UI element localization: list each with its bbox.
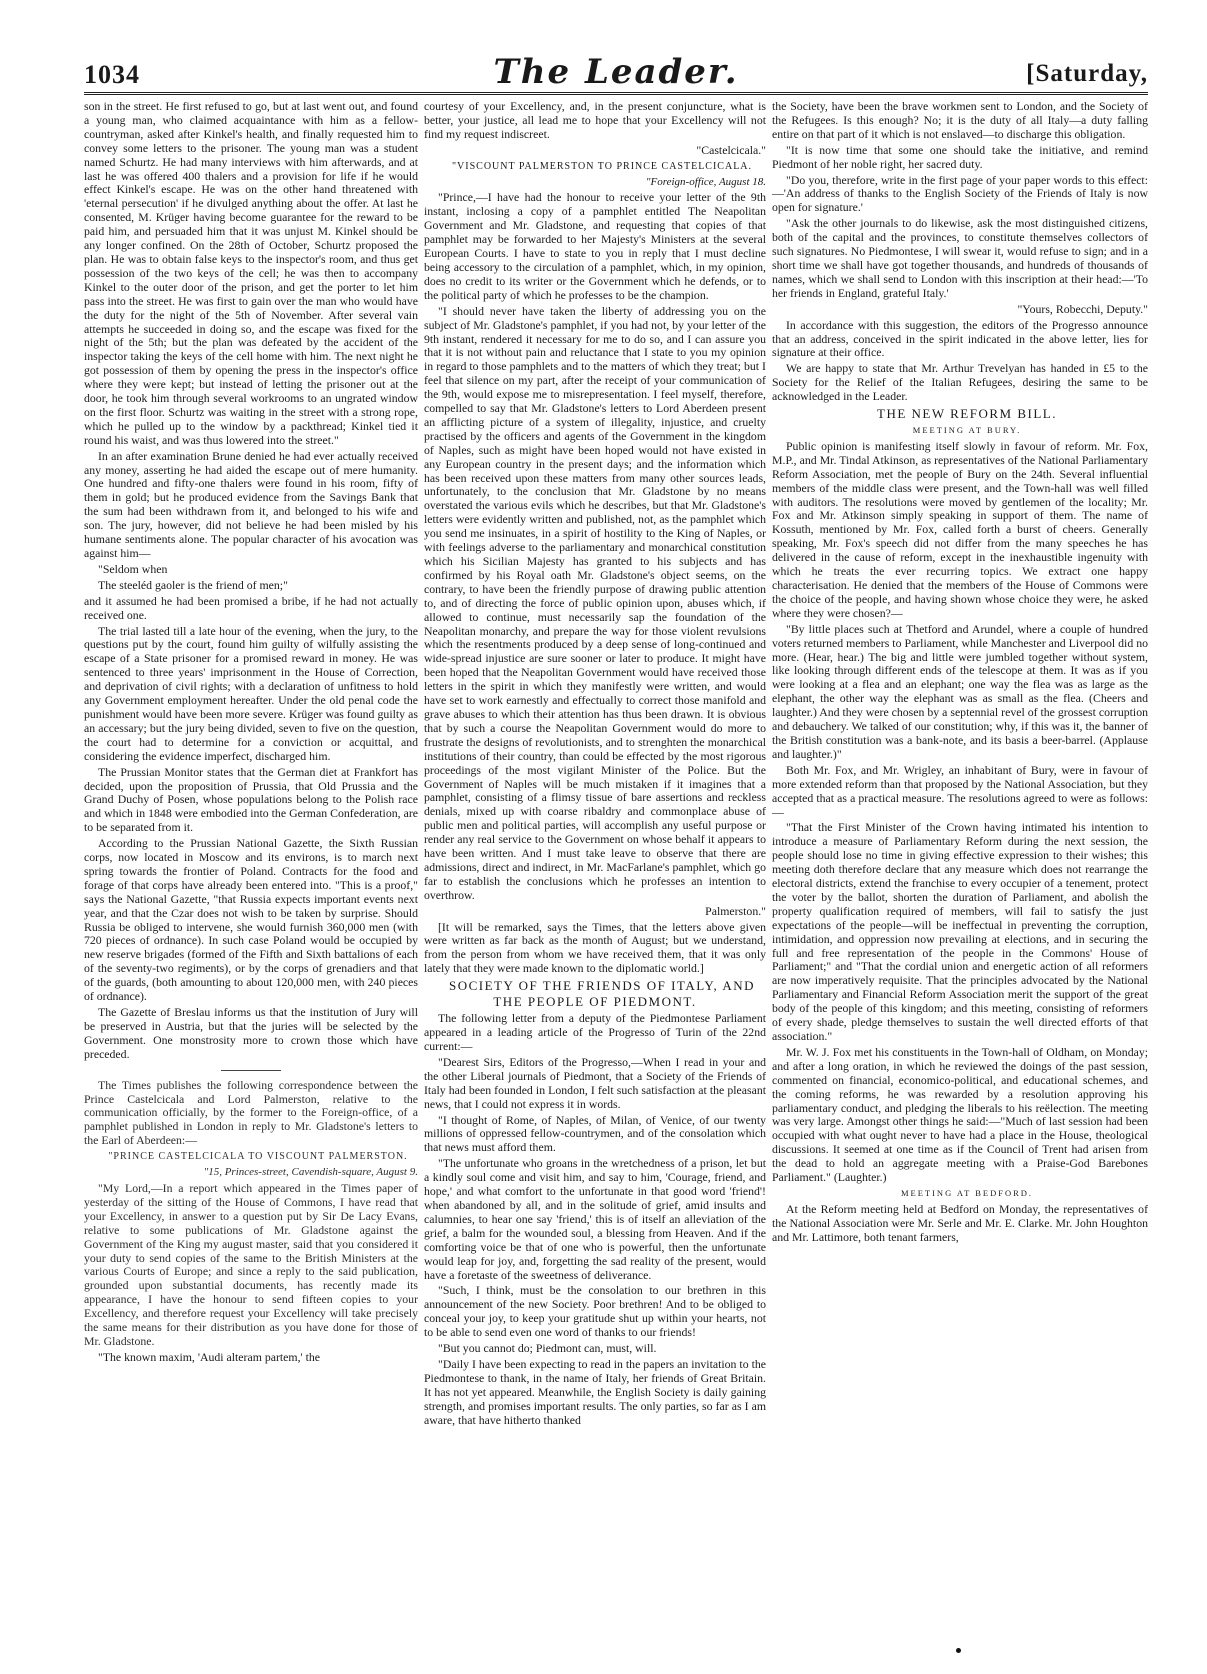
letter-dateline-palmerston: "Foreign-office, August 18. <box>645 175 766 188</box>
section-divider <box>221 1070 281 1071</box>
page-number: 1034 <box>84 60 140 89</box>
wrigley-paragraph: Both Mr. Fox, and Mr. Wrigley, an inhabitant of Bury, were in favour of more extended reform than that proposed by the National Association, but they accepted that as a practical measure. The resolutions agreed to were as follows:— <box>772 762 1148 819</box>
palmerston-letter-body: "I should never have taken the liberty of addressing you on the subject of Mr. Gladstone's pamphlet, if you had not, by your letter of the 9th instant, rendered it necessary for me to do so, and I can assure you that it is not without pain and reluctance that I state to you my opinion in regard to those pamphlets and to the matters of which they treat; but I feel that silence on my part, after the receipt of your communication of the 9th, would expose me to misrepresentation. I feel myself, therefore, compelled to say that Mr. Gladstone's letters to Lord Aberdeen present an afflicting picture of a system of illegality, injustice, and cruelty practised by the officers and agents of the Government in the kingdom of Naples, such as might have been hoped would not have existed in any European country in the present days; and the information which has been received upon these matters from many other sources leads, unfortunately, to the conclusion that Mr. Gladstone by no means overstated the various evils which he describes, but that Mr. Gladstone's letters were evidently written and published, not, as the pamphlet which you send me insinuates, in a spirit of hostility to the King of Naples, or with feelings adverse to the parliamentary and monarchical constitution which his Sicilian Majesty has granted to his subjects and has confirmed by his Royal oath Mr. Gladstone's object seems, on the contrary, to have been the friendly purpose of drawing public attention to, and of directing the force of public opinion upon, abuses which, if allowed to continue, must necessarily sap the foundation of the Neapolitan monarchy, and prepare the way for those violent revulsions which the resentments produced by a deep sense of long-continued and wide-spread injustice are sure sooner or later to produce. It might have been hoped that the Neapolitan Government would have received those letters in the spirit in which they manifestly were written, and would have set to work earnestly and effectually to correct those manifold and grave abuses to which their attention has thus been drawn. It is obvious that by such a course the Neapolitan Government would do more to frustrate the designs of revolutionists, and to strenghten the monarchical institutions of their country, than could be effected by the most rigorous proceedings of the most vigilant Minister of the Police. But the Government of Naples will be much mistaken if it imagines that a pamphlet, consisting of a flimsy tissue of bare assertions and reckless denials, mixed up with coarse ribaldry and commonplace abuse of public men and political parties, will accomplish any useful purpose or render any real service to the Government on whose behalf it appears to have been written. And I must take leave to observe that there are admissions, direct and indirect, in Mr. MacFarlane's pamphlet, which go far to establish the conclusions which he professes an intention to overthrow. <box>424 303 766 902</box>
piedmont-intro-paragraph: The following letter from a deputy of the Piedmontese Parliament appeared in a leading article of the Progresso of Turin of the 22nd current:— <box>424 1011 766 1053</box>
progresso-letter-society: the Society, have been the brave workmen sent to London, and the Society of the Refugees. Is this enough? No; it is the duty of all Italy—a duty falling entire on that part of it which is not enslaved—to discharge this obligation. <box>772 100 1148 141</box>
header-rule <box>84 92 1148 95</box>
castelcicala-letter-close: courtesy of your Excellency, and, in the present conjuncture, what is better, your justice, all lead me to hope that your Excellency will not find my request indiscreet. <box>424 100 766 141</box>
verse-line-1: "Seldom when <box>98 561 168 576</box>
progresso-letter-prison: "The unfortunate who groans in the wretchedness of a prison, let but a kindly soul come and visit him, and say to him, 'Courage, friend, and hope,' and what comfort to the unfortunate in that good word 'friend'! when abandoned by all, and in the solitude of grief, amid insults and calumnies, to hear one say 'friend,' this is of itself an alleviation of the grief, a balm for the wounded soul, a blessing from Heaven. And if the comforting voice be that of one who is powerful, then the unfortunate would leap for joy, and, forgetting the sad reality of the present, would have a foretaste of the sweetness of deliverance. <box>424 1156 766 1282</box>
signature-palmerston: Palmerston." <box>705 903 766 918</box>
progresso-letter-rome: "I thought of Rome, of Naples, of Milan, of Venice, of our twenty millions of oppressed fellow-countrymen, and of the consolation which that news must afford them. <box>424 1112 766 1155</box>
bedford-paragraph: At the Reform meeting held at Bedford on Monday, the representatives of the National Association were Mr. Serle and Mr. E. Clarke. Mr. John Houghton and Mr. Lattimore, both tenant farmers, <box>772 1201 1148 1244</box>
castelcicala-letter-body: "My Lord,—In a report which appeared in the Times paper of yesterday of the sitting of the House of Commons, I have read that your Excellency, in answer to a question put by Sir De Lacy Evans, relative to some publications of Mr. Gladstone against the Government of the King my august master, said that you considered it your duty to send copies of the same to the British Ministers at the various Courts of Europe; and since a reply to the said publication, grounded upon substantial documents, has recently made its appearance, I have the honour to send fifteen copies to your Excellency, and therefore request your Excellency will take precisely the same means for their distribution as you have done for those of Mr. Gladstone. <box>84 1180 418 1348</box>
progresso-letter-initiative: "It is now time that some one should take the initiative, and remind Piedmont of her noble right, her sacred duty. <box>772 142 1148 171</box>
bury-meeting-paragraph: Public opinion is manifesting itself slowly in favour of reform. Mr. Fox, M.P., and Mr. Tindal Atkinson, as representatives of the National Parliamentary Reform Association, met the people of Bury on the 24th. Several influential members of the middle class were present, and the Town-hall was well filled with auditors. The resolutions were moved by gentlemen of the locality; Mr. Fox and Mr. Atkinson simply speaking in support of them. The name of Kossuth, mentioned by Mr. Fox, called forth a burst of cheers. Generally speaking, Mr. Fox's speech did not differ from the many speeches he has delivered in the cause of reform, except in the inexhaustible ingenuity with which he treats the ever recurring topics. We extract one happy characterisation. He denied that the members of the House of Commons were the choice of the people, and having shown whose choice they were, he asked where they were chosen?— <box>772 438 1148 620</box>
issue-day: [Saturday, <box>1026 60 1148 87</box>
subheading-bedford: MEETING AT BEDFORD. <box>900 1187 1034 1198</box>
breslau-gazette-paragraph: The Gazette of Breslau informs us that the institution of Jury will be preserved in Austria, but that the juries will be selected by the Government. One monstrosity more to crown those which have preceded. <box>84 1005 418 1061</box>
page-header <box>84 52 1148 92</box>
progresso-letter-address: "Do you, therefore, write in the first page of your paper words to this effect:—'An address of thanks to the English Society of the Friends of Italy is now open for signature.' <box>772 172 1148 215</box>
castelcicala-letter-continuation: "The known maxim, 'Audi alteram partem,' the <box>98 1349 321 1364</box>
oldham-paragraph: Mr. W. J. Fox met his constituents in the Town-hall of Oldham, on Monday; and after a long oration, in which he reviewed the doings of the past session, commented on financial, economico-political, and educational schemes, and the coming reforms, he was rewarded by a resolution approving his parliamentary conduct, and pledging the liberals to his reëlection. The meeting was very large. Amongst other things he said:—"Much of last session had been occupied with what ought never to have had a place in the House, theological discussions. It seemed at one time as if the Council of Trent had arisen from the dead to hold an aggregate meeting with a Praise-God Barebones Parliament." (Laughter.) <box>772 1044 1148 1185</box>
progresso-letter-piedmont: "But you cannot do; Piedmont can, must, will. <box>438 1341 657 1356</box>
column-left <box>84 100 418 1660</box>
progresso-editors-paragraph: In accordance with this suggestion, the editors of the Progresso announce that an address, conceived in the spirit indicated in the above letter, lies for signature at their office. <box>772 317 1148 360</box>
times-correspondence-intro: The Times publishes the following correspondence between the Prince Castelcicala and Lord Palmerston, relative to the communication officially, by the former to the Foreign-office, of a pamphlet published in London in reply to Mr. Gladstone's letters to the Earl of Aberdeen:— <box>84 1077 418 1148</box>
subheading-bury: MEETING AT BURY. <box>912 425 1022 436</box>
verse-line-2: The steeléd gaoler is the friend of men;" <box>98 577 288 592</box>
trial-paragraph: The trial lasted till a late hour of the evening, when the jury, to the questions put by the court, found him guilty of wilfully assisting the escape of a State prisoner for a promised reward in money. He was sentenced to three years' imprisonment in the House of Correction, and deprivation of civil rights; with a declaration of unfitness to hold any Government employment hereafter. Under the old penal code the punishment would have been more severe. Krüger was found guilty as an accessary; but the jury being divided, seven to five on the question, the court had to determine for a conviction or acquittal, and considering the evidence imperfect, discharged him. <box>84 623 418 763</box>
brune-examination-paragraph: In an after examination Brune denied he had ever actually received any money, asserting he had aided the escape out of mere humanity. One hundred and fifty-one thalers were found in his room, fifty of them in gold; but he produced evidence from the Savings Bank that the sum had been withdrawn from it, and belonged to his wife and son. The jury, however, did not believe he had been misled by his humane sentiments alone. The popular character of his avocation was against him— <box>84 448 418 560</box>
column-right <box>772 100 1148 1660</box>
section-title-reform-bill: THE NEW REFORM BILL. <box>877 406 1057 422</box>
trevelyan-paragraph: We are happy to state that Mr. Arthur Trevelyan has handed in £5 to the Society for the Relief of the Italian Refugees, desiring the same to be acknowledged in the Leader. <box>772 361 1148 404</box>
progresso-letter-consolation: "Such, I think, must be the consolation to our brethren in this announcement of the new Society. Poor brethren! And to be obliged to conceal your joy, to keep your gratitude shut up within your hearts, not to be able to send even one word of thanks to our friends! <box>424 1283 766 1340</box>
bribe-paragraph: and it assumed he had been promised a bribe, if he had not actually received one. <box>84 593 418 622</box>
column-middle <box>424 100 766 1660</box>
signature-robecchi: "Yours, Robecchi, Deputy." <box>1017 301 1148 316</box>
progresso-letter-invitation: "Daily I have been expecting to read in the papers an invitation to the Piedmontese to thank, in the name of Italy, her friends of Great Britain. It has not yet appeared. Meanwhile, the English Society is daily gaining strength, and promises important results. The only parties, so far as I am aware, that have hitherto thanked <box>424 1356 766 1427</box>
palmerston-letter-opening: "Prince,—I have had the honour to receive your letter of the 9th instant, inclosing a copy of a pamphlet entitled The Neapolitan Government and Mr. Gladstone, and requesting that copies of that pamphlet may be forwarded to her Majesty's Ministers at the several European Courts. I have to state to you in reply that I must decline being accessory to the circulation of a pamphlet, which, in my opinion, does no credit to its writer or the Government which he defends, or to the political party of which he professes to be the champion. <box>424 190 766 302</box>
signature-castelcicala: "Castelcicala." <box>696 142 766 157</box>
progresso-letter-opening: "Dearest Sirs, Editors of the Progresso,—When I read in your and the other Liberal journals of Piedmont, that a Society of the Friends of Italy had been founded in London, I felt such satisfaction at the pleasant news, that I could not express it in words. <box>424 1054 766 1111</box>
kinkel-escape-paragraph: son in the street. He first refused to go, but at last went out, and found a young man, who claimed acquaintance with him as a fellow-countryman, asked after Kinkel's health, and finally requested him to convey some letters to the prisoner. The young man was a student named Schurtz. He had many interviews with him afterwards, and at last he was offered 400 thalers and a provision for life if he would effect Kinkel's escape. He was on the other hand threatened with 'eternal persecution' if he divulged anything about the offer. At last he consented, M. Krüger having become guarantee for the reward to be paid him, and persuaded him that it was unjust M. Kinkel should be any longer confined. On the 28th of October, Schurtz proposed the plan. He was to obtain false keys to the inspector's room, and thus get possession of the two keys of the cell; he was then to accompany Kinkel to the outer door of the prison, and get the porter to let him pass into the street. He was first to gain over the man who would have the duty for the night of the 5th of November. After several vain attempts he succeeded in doing so, and the escape was fixed for the night of the 5th; but the plan was defeated by the accident of the inspector taking the keys of the cell home with him. The next night he got possession of them by opening the press in the inspector's office where they were kept; but instead of letting the prisoner out at the door, he took him through several workrooms to an ungrated window on the first floor. Schurtz was waiting in the street with a strong rope, which he pulled up to the window by a packthread; Kinkel tied it round his waist, and was thus lowered into the street." <box>84 100 418 447</box>
ink-mark <box>956 1648 961 1653</box>
letter-heading-palmerston: "VISCOUNT PALMERSTON TO PRINCE CASTELCICALA. <box>451 160 753 172</box>
newspaper-masthead: The Leader. <box>493 52 739 92</box>
fox-speech-quote: "By little places such at Thetford and Arundel, where a couple of hundred voters returned members to Parliament, while Manchester and Liverpool did no more. (Hear, hear.) The big and little were jumbled together without system, like looking through different ends of the telescope at them. It was as if you were looking at a flea and an elephant; one way the flea was as large as the elephant, the other way the elephant was as small as the flea. (Cheers and laughter.) And they were chosen by a septennial revel of the grossest corruption and debauchery. We talked of our constitution; why, if this was it, the banner of the British constitution was a bank-note, and its basis a beer-barrel. (Applause and laughter.)" <box>772 621 1148 761</box>
section-title-friends-of-italy: SOCIETY OF THE FRIENDS OF ITALY, AND THE PEOPLE OF PIEDMONT. <box>448 978 756 1010</box>
letter-dateline-castelcicala: "15, Princes-street, Cavendish-square, August 9. <box>203 1166 418 1179</box>
national-gazette-paragraph: According to the Prussian National Gazette, the Sixth Russian corps, now located in Moscow and its environs, is to march next spring towards the frontier of Poland. Contracts for the food and forage of that corps have already been entered into. "This is a proof," says the National Gazette, "that Russia expects important events next year, and that the Czar does not wish to be taken by surprise. Should Russia be obliged to intervene, she would furnish 360,000 men (with 720 pieces of ordnance). In such case Poland would be occupied by new reserve brigades (formed of the Fifth and Sixth battalions of each of the seventy-two regiments), or by the corps of grenadiers and that of the guards, (both amounting to about 120,000 men, with 240 pieces of ordnance). <box>84 836 418 1004</box>
bury-resolutions: "That the First Minister of the Crown having intimated his intention to introduce a measure of Parliamentary Reform during the next session, the people should lose no time in giving effective expression to their wishes; this meeting doth therefore declare that any measure which does not rearrange the electoral districts, extend the franchise to every occupier of a tenement, protect the voter by the ballot, shorten the duration of Parliament, and abolish the property qualification required of members, will fail to satisfy the just expectations of the people—will be ineffectual in preventing the corruption, intimidation, and oppression now prevailing at elections, and in securing the full and free representation of the people in the Commons' House of Parliament;" and "That the cordial union and energetic action of all reformers are now imperatively requisite. That the principles advocated by the National Parliamentary and Financial Reform Association merit the support of the great body of the people of this kingdom; and this meeting, consisting of reformers of every shade, pledge themselves to sustain the well directed efforts of that association." <box>772 820 1148 1043</box>
progresso-letter-journals: "Ask the other journals to do likewise, ask the most distinguished citizens, both of the capital and the provinces, to constitute themselves collectors of such signatures. No Piedmontese, I will swear it, would refuse to sign; and in a short time we shall have got together thousands, and hundreds of thousands of names, which we shall send to London with this inscription at their head:—'To her friends in England, grateful Italy.' <box>772 216 1148 300</box>
letter-heading-castelcicala: "PRINCE CASTELCICALA TO VISCOUNT PALMERSTON. <box>108 1151 408 1163</box>
prussian-monitor-paragraph: The Prussian Monitor states that the German diet at Frankfort has decided, upon the proposition of Prussia, that Old Prussia and the Grand Duchy of Posen, whose populations belong to the Polish race and which in 1848 were embodied into the German Confederation, are to be separated from it. <box>84 764 418 835</box>
times-remark-paragraph: [It will be remarked, says the Times, that the letters above given were written as far back as the month of August; but we understand, from the person from whom we have received them, that it was only lately that they were made known to the diplomatic world.] <box>424 919 766 976</box>
